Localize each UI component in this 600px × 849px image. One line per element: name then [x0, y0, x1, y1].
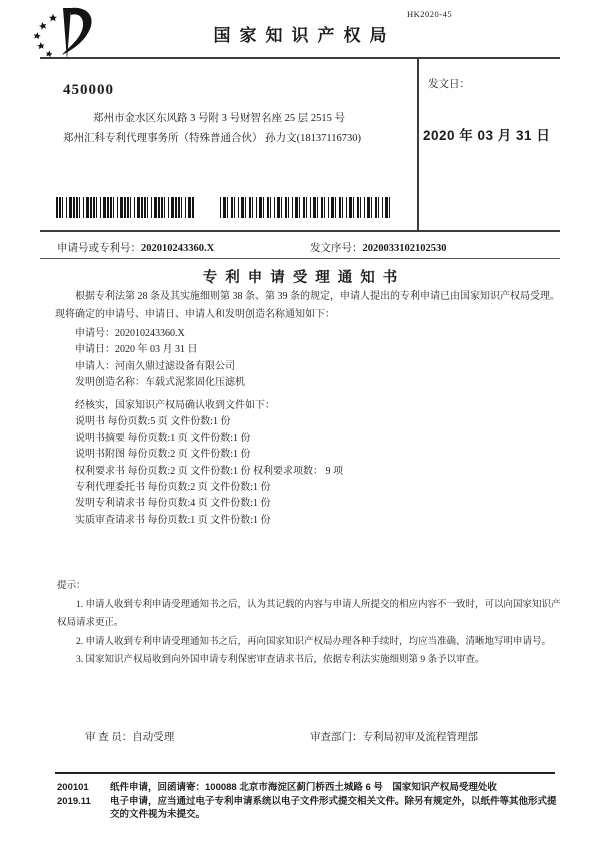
dispatch-date-label: 发文日：	[428, 79, 470, 90]
footnote-text: 纸件申请，回函请寄：100088 北京市海淀区蓟门桥西土城路 6 号 国家知识产权局受理处收	[110, 782, 497, 793]
notice-intro: 根据专利法第 28 条及其实施细则第 38 条、第 39 条的规定，申请人提出的专利申请已由国家知识产权局受理。现将确定的申请号、申请日、申请人和发明创造名称通知如下：	[55, 291, 560, 320]
footnote-code: 200101	[57, 782, 89, 793]
reference-row	[57, 240, 560, 255]
footnote-code: 2019.11	[57, 795, 91, 807]
received-item: 发明专利请求书 每份页数:4 页 文件份数:1 份	[75, 498, 271, 510]
footnote-row	[57, 795, 559, 822]
received-item: 实质审查请求书 每份页数:1 页 文件份数:1 份	[75, 514, 271, 526]
examiner-label: 审 查 员：	[85, 732, 133, 743]
examiner	[85, 729, 174, 744]
tip-item: 1. 申请人收到专利申请受理通知书之后，认为其记载的内容与申请人所提交的相应内容不一致时，可以向国家知识产权局请求更正。	[57, 599, 561, 628]
field-label: 发明创造名称：	[75, 376, 145, 388]
field-row	[75, 375, 562, 391]
field-row	[75, 342, 562, 358]
date-box-divider	[417, 58, 419, 230]
field-value: 车载式泥浆固化压滤机	[145, 376, 245, 388]
barcode	[56, 197, 195, 218]
tip-item: 2. 申请人收到专利申请受理通知书之后，再向国家知识产权局办理各种手续时，均应当准确、清晰地写明申请号。	[76, 636, 552, 647]
field-value: 河南久鼎过滤设备有限公司	[115, 360, 235, 372]
footnote-row	[57, 781, 559, 795]
barcode	[220, 197, 390, 218]
serial-number: 2020033102102530	[362, 243, 447, 254]
notice-body	[55, 288, 562, 529]
department	[310, 729, 478, 744]
department-value: 专利局初审及流程管理部	[362, 732, 478, 743]
dispatch-date-value: 2020 年 03 月 31 日	[423, 128, 551, 143]
received-item: 专利代理委托书 每份页数:2 页 文件份数:1 份	[75, 482, 271, 494]
received-item: 说明书摘要 每份页数:1 页 文件份数:1 份	[75, 432, 251, 444]
tips-label: 提示：	[57, 581, 86, 591]
recipient-address-line: 郑州汇科专利代理事务所（特殊普通合伙） 孙力文(18137116730)	[63, 133, 361, 144]
reference-rule	[40, 258, 560, 259]
department-label: 审查部门：	[310, 732, 363, 743]
examiner-value: 自动受理	[132, 732, 175, 743]
field-label: 申请人：	[75, 360, 115, 372]
application-number-label: 申请号或专利号：	[57, 243, 141, 254]
recipient-block	[63, 82, 413, 145]
form-code: HK2020-45	[407, 9, 453, 19]
tip-item: 3. 国家知识产权局收到向外国申请专利保密审查请求书后，依据专利法实施细则第 9 条予以审查。	[76, 655, 485, 665]
recipient-address-line: 郑州市金水区东风路 3 号附 3 号财智名座 25 层 2515 号	[93, 113, 345, 124]
footer-rule	[55, 772, 555, 774]
tips-section	[57, 577, 562, 670]
received-item: 说明书附图 每份页数:2 页 文件份数:1 份	[75, 449, 251, 461]
received-documents	[75, 398, 562, 529]
serial-number-label: 发文序号：	[310, 243, 363, 254]
header-rule	[40, 57, 560, 59]
field-row	[75, 326, 562, 342]
footnote-text: 电子申请，应当通过电子专利申请系统以电子文件形式提交相关文件。除另有规定外，以纸件等其他形式提交的文件视为未提交。	[110, 795, 557, 820]
field-label: 申请号：	[75, 328, 115, 340]
received-item: 权利要求书 每份页数:2 页 文件份数:1 份 权利要求项数： 9 项	[75, 465, 344, 477]
field-value: 202010243360.X	[115, 328, 185, 340]
recipient-postcode: 450000	[63, 82, 114, 98]
field-row	[75, 359, 562, 375]
footnotes	[57, 781, 559, 822]
application-number: 202010243360.X	[141, 243, 215, 254]
application-fields	[75, 326, 562, 391]
org-name: 国家知识产权局	[213, 26, 396, 45]
received-item: 说明书 每份页数:5 页 文件份数:1 份	[75, 416, 231, 428]
received-intro: 经核实，国家知识产权局确认收到文件如下：	[75, 400, 275, 411]
field-value: 2020 年 03 月 31 日	[115, 344, 198, 356]
notice-title: 专利申请受理通知书	[202, 270, 406, 286]
section-rule	[40, 230, 560, 232]
field-label: 申请日：	[75, 344, 115, 356]
